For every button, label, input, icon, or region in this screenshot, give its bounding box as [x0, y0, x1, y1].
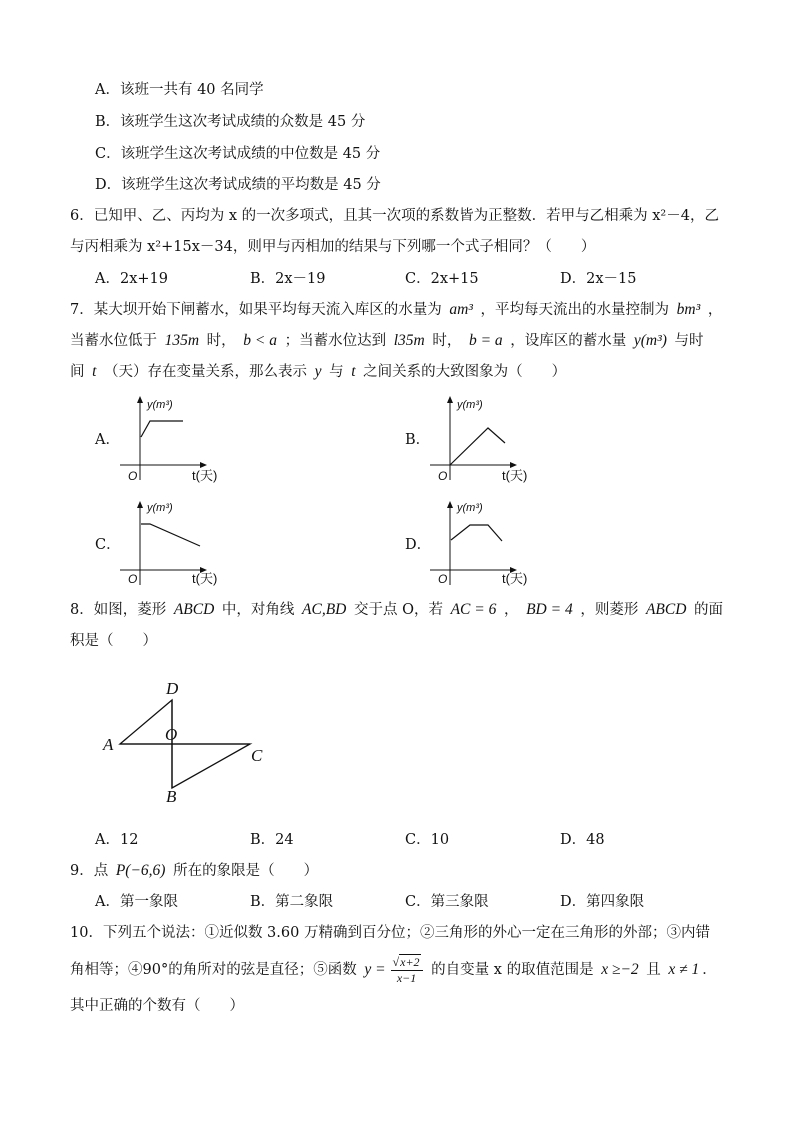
q8-text: 中，对角线	[217, 602, 300, 618]
q8-text: 的面	[689, 602, 724, 618]
q8-text: 8．如图，菱形	[70, 602, 171, 618]
q7-text: 与	[324, 364, 349, 380]
q8-math: AC,BD	[302, 601, 347, 618]
q6-option-d: D．2x－15	[560, 271, 637, 287]
q7-text: 之间关系的大致图象为（ ）	[358, 364, 567, 380]
q9-option-a: A．第一象限	[95, 894, 178, 910]
t-axis-label: t(天)	[192, 571, 218, 586]
q8-option-d: D．48	[560, 832, 605, 848]
q7-text: 时，	[202, 333, 241, 349]
q9-option-b: B．第二象限	[250, 894, 334, 910]
q6-option-c: C．2x+15	[405, 271, 479, 287]
q7-text: ；当蓄水位达到	[280, 333, 391, 349]
fraction-numerator	[391, 956, 423, 971]
q8-stem-line-2: 积是（ ）	[70, 633, 157, 649]
q7-graph-c	[115, 497, 225, 593]
q10-text: 且	[641, 962, 666, 978]
q7-option-c-label: C．	[95, 537, 121, 553]
q7-text: 7．某大坝开始下闸蓄水，如果平均每天流入库区的水量为	[70, 302, 447, 318]
q7-option-b-label: B．	[405, 432, 431, 448]
q7-text: ，设库区的蓄水量	[505, 333, 631, 349]
t-axis-label: t(天)	[502, 571, 528, 586]
volume-curve	[141, 421, 183, 437]
q6-option-b: B．2x－19	[250, 271, 326, 287]
q7-graph-d	[425, 497, 535, 593]
q8-text: ，	[499, 602, 524, 618]
q7-math: am³	[449, 301, 473, 318]
q10-stem-line-3: 其中正确的个数有（ ）	[70, 998, 244, 1014]
q6-option-a: A．2x+19	[95, 271, 168, 287]
q8-option-c: C．10	[405, 832, 450, 848]
origin-label: O	[438, 469, 448, 483]
q7-text: 时，	[427, 333, 466, 349]
q7-option-a-label: A．	[95, 432, 120, 448]
q8-stem-line-1	[70, 600, 723, 620]
q8-math: ABCD	[645, 601, 687, 618]
q5-option-d: D．该班学生这次考试成绩的平均数是 45 分	[95, 177, 381, 193]
vertex-label-a: A	[103, 735, 114, 754]
center-label-o: O	[165, 725, 178, 744]
volume-curve	[141, 524, 200, 546]
q7-math: b = a	[468, 332, 503, 349]
q10-text: ．	[702, 962, 717, 978]
t-axis-label: t(天)	[502, 468, 528, 483]
rhombus-figure	[95, 668, 275, 806]
volume-curve	[450, 428, 505, 465]
y-axis-label: y(m³)	[457, 502, 483, 514]
q8-option-b: B．24	[250, 832, 294, 848]
q10-stem-line-2	[70, 954, 717, 986]
y-axis-arrow	[137, 501, 143, 508]
y-axis-arrow	[447, 396, 453, 403]
q9-text: 所在的象限是（ ）	[168, 863, 319, 879]
q5-option-a: A．该班一共有 40 名同学	[95, 82, 264, 98]
q7-text: （天）存在变量关系，那么表示	[99, 364, 312, 380]
q9-text: 9．点	[70, 863, 113, 879]
volume-curve	[451, 525, 502, 541]
q8-math: ABCD	[173, 601, 215, 618]
q7-math: b < a	[243, 332, 277, 349]
q7-math: t	[92, 363, 97, 380]
y-axis-label: y(m³)	[147, 399, 173, 411]
q7-stem-line-3	[70, 362, 566, 382]
q5-option-b: B．该班学生这次考试成绩的众数是 45 分	[95, 114, 366, 130]
q9-option-c: C．第三象限	[405, 894, 489, 910]
q7-stem-line-2	[70, 331, 704, 351]
q7-text: 当蓄水位低于	[70, 333, 162, 349]
y-axis-arrow	[137, 396, 143, 403]
q6-stem-line-2: 与丙相乘为 x²+15x－34，则甲与丙相加的结果与下列哪一个式子相同？（ ）	[70, 239, 596, 255]
q6-stem-line-1: 6．已知甲、乙、丙均为 x 的一次多项式，且其一次项的系数皆为正整数．若甲与乙相乘为 x²－4，乙	[70, 208, 719, 224]
origin-label: O	[128, 469, 138, 483]
q9-option-d: D．第四象限	[560, 894, 645, 910]
q10-math: x ≥−2	[601, 961, 639, 978]
q5-option-c: C．该班学生这次考试成绩的中位数是 45 分	[95, 146, 381, 162]
q10-text: 的自变量 x 的取值范围是	[426, 962, 599, 978]
radicand: x+2	[400, 954, 420, 969]
q8-math: AC = 6	[450, 601, 497, 618]
origin-label: O	[438, 572, 448, 586]
q10-math: x ≠ 1	[668, 961, 700, 978]
vertex-label-d: D	[166, 679, 179, 698]
q8-math: BD = 4	[526, 601, 573, 618]
q7-math: l35m	[393, 332, 425, 349]
q7-text: 间	[70, 364, 90, 380]
y-axis-label: y(m³)	[457, 399, 483, 411]
y-axis-arrow	[447, 501, 453, 508]
vertex-label-b: B	[166, 787, 177, 806]
origin-label: O	[128, 572, 138, 586]
q7-math: bm³	[676, 301, 701, 318]
q8-text: ，则菱形	[575, 602, 643, 618]
q9-math: P(−6,6)	[115, 862, 166, 879]
vertex-label-c: C	[251, 746, 263, 765]
q7-graph-a	[115, 392, 225, 488]
q7-graph-b	[425, 392, 535, 488]
q7-math: y(m³)	[633, 332, 667, 349]
q7-option-d-label: D．	[405, 537, 432, 553]
q7-text: ，	[703, 302, 723, 318]
t-axis-label: t(天)	[192, 468, 218, 483]
q7-math: t	[351, 363, 356, 380]
q8-option-a: A．12	[95, 832, 139, 848]
q8-text: 交于点 O，若	[349, 602, 448, 618]
q7-stem-line-1	[70, 300, 722, 320]
q10-math-y: y =	[364, 961, 386, 978]
q10-stem-line-1: 10．下列五个说法：①近似数 3.60 万精确到百分位；②三角形的外心一定在三角形的外部；③内错	[70, 925, 710, 941]
radical-sign: √	[392, 954, 400, 969]
q9-stem	[70, 861, 318, 881]
q10-text: 角相等；④90°的角所对的弦是直径；⑤函数	[70, 962, 362, 978]
q7-math: 135m	[164, 332, 200, 349]
y-axis-label: y(m³)	[147, 502, 173, 514]
q7-math: y	[314, 363, 322, 380]
q7-text: ，平均每天流出的水量控制为	[475, 302, 674, 318]
fraction-denominator: x−1	[396, 970, 417, 985]
q7-text: 与时	[669, 333, 704, 349]
fraction	[391, 956, 423, 985]
